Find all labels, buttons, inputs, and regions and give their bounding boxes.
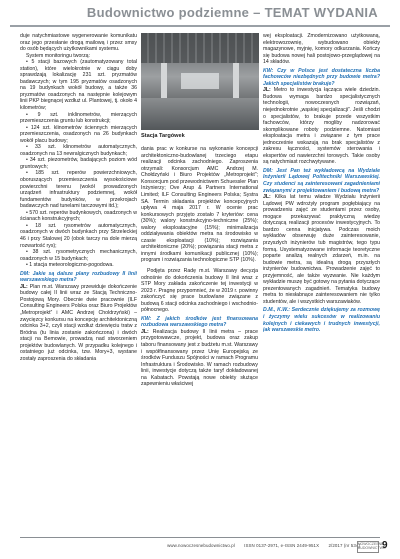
- page-footer: [0, 537, 400, 559]
- paragraph: • 18 szt. rysometrów automatycznych, osadzonych w dwóch budynkach przy Strzeleckiej 46 i przy Stalowej 20 (obok tarczy na dole mierzą rozwartość rys);: [20, 222, 137, 249]
- paragraph: JL: Kilka lat temu władze Wydziału Inżynierii Lądowej PW wdrożyły program pogłębiający na prowadzeniu zajęć ze studentami przez osoby, mogące przekazywać praktyczną wiedzę dotyczącą realizacji procesów inwestycyjnych. To bardzo cenna inicjatywa. Podczas moich wykładów obserwuję duże zainteresowanie, przyszłych inżynierów tub magistrów, tego typu formą. Usystematyzowane informacje teoretyczne poparte analizą realnych zdarzeń, m.in. na budowie metra, są idealną drogą przyszłych inżynierów budownictwa. Prowadzenie zajęć to przyjemność, ale także wyzwanie. Nie każdym wykładzie muszę być gotowy na pytania dotyczące prezentowanych zagadnień. Tematyka budowy metra to niesłabnące zainteresowaniem nie tylko studentów, ale i wszystkich warszawiaków.: [263, 194, 380, 305]
- text-column-3: [263, 33, 380, 533]
- footer-info: [0, 543, 360, 548]
- paragraph: • 33 szt. klinometrów automatycznych, osadzonych na 13 newralgicznych budynkach;: [20, 144, 137, 157]
- speaker-label: JL:: [141, 328, 149, 335]
- paragraph: duje natychmiastowe wygenerowanie komunikatu oraz jego przesłanie drogą mailową i przez smsy do osób będących użytkownikami systemu.: [20, 33, 137, 53]
- page-number: 9: [382, 540, 388, 551]
- interview-question: KW: Z jakich środków jest finansowana rozbudowa warszawskiego metra?: [141, 315, 258, 329]
- section-title: Budownictwo podziemne – TEMAT WYDANIA: [86, 5, 378, 20]
- footer-edition: 2/2017 (nr 534): [328, 543, 360, 548]
- photo-pillar: [161, 63, 167, 103]
- interview-question: KW: Czy w Polsce jest dostateczna liczba fachowców niezbędnych przy budowie metra? Jakich specjalistów brakuje?: [263, 67, 380, 87]
- photo-caption: Stacja Targówek: [141, 133, 185, 139]
- paragraph: • 124 szt. klinometrów ściennych mierzących przemieszczenia, osadzonych na 26 budynkach wokół placu budowy;: [20, 124, 137, 144]
- paragraph: • 1 stacja meteorologiczno-pogodowa.: [26, 262, 114, 269]
- text-column-2: [141, 268, 258, 533]
- footer-url[interactable]: www.nowoczesnebudownictwo.pl: [167, 543, 235, 548]
- speaker-label: JL:: [20, 283, 28, 290]
- photo-light: [181, 73, 219, 89]
- text-column-1: [20, 33, 137, 533]
- interview-question: DM: Jest Pan też wykładowcą na Wydziale Inżynierii Lądowej Politechniki Warszawskiej. Czy studenci są zainteresowani zagadnieniami związanymi z projektowaniem i budową metra?: [263, 167, 380, 194]
- paragraph: • 185 szt. reperów powierzchniowych, oboruszących przemieszczenia wysokościowe powierzchni terenu (wokół prowadzonych urządzeń infrastruktury podziemnej, wokół fundamentów budynków, w przekrojach badawczych nad tunelami tarczowymi itd.);: [20, 170, 137, 210]
- header-divider: [10, 25, 390, 27]
- speaker-label: JL:: [263, 87, 271, 94]
- paragraph: • 5 stacji bazowych (zautomatyzowany total station), które wielokrotnie w ciągu doby sprawdzają lokalizację 231 szt. pryzmatów badawczych; w tym 195 pryzmatów osadzonych na 19 budynkach wokół budowy, a także 36 pryzmatów osadzonych na następnie kolejowym linii PKP biegnącej wzdłuż ul. Plantowej, tj. około 4 kilometrów;: [20, 59, 137, 112]
- speaker-label: JL:: [263, 194, 271, 201]
- interview-question: DM: Jakie są dalsze plany rozbudowy II linii warszawskiego metra?: [20, 270, 137, 284]
- paragraph: • 570 szt. reperów budynkowych, osadzonych w ścianach konstrukcyjnych;: [20, 209, 137, 223]
- interview-question: D.M., K.W.: Serdecznie dziękujemy za rozmowę i życzymy wielu sukcesów w realizowaniu kolejnych i ciekawych i trudnych inwestycji, jak warszawskie metro.: [263, 307, 380, 334]
- paragraph: System monitoringu tworzą:: [26, 52, 91, 59]
- footer-issn: ISSN 0137-2971, e-ISSN 2449-951X: [244, 543, 320, 548]
- paragraph: dania prac w konkurse na wykonanie koncepcji architektoniczno-budowlanej trzeciego etapu realizacji odcinka zachodniego. Zaproszenia otrzymali: Konsorcjum AMC Andrzej M. Chołdzyński i Biuro Projektów „Metroprojekt”; Konsorcjum pod przewodnictwem Schuessler Plan Inżynierzy; Ove Arup & Partners International Limited; ILF Consulting Engineers Polska; Systra SA. Termin składania projektów koncepcyjnych upływa 4 maja 2017 r. W ocenie prac konkursowych przyjęto zostało 7 kryteriów: cena (30%); walory konstrukcyjno-techniczne (25%); walory eksploatacyjne (15%); minimalizacja oddziaływania obiektów metra na środowisko w czasie eksploatacji (10%); rozwiązania architektoniczne (20%); powiązania stacji metra z innymi środkami komunikacji publicznej (10%); program i rozwiązania technologiczne STP (10%).: [141, 146, 258, 264]
- paragraph: JL: Metro to inwestycja łącząca wiele dziedzin. Budowa wymaga bardzo specjalistycznych technologii, nowoczesnych rozwiązań, niejednokrotnie „wąskiej specjalizacji”. Jeśli chodzi o specjalistów, to brakuje przede wszystkim fachowców, którzy mogliby nadzorować skomplikowane roboty podziemne. Natomiast eksploatacja metra i związane z tym prace jednocześnie wskazują na brak specjalistów z zakresu łączności, systemów sterowania i ekspertów od nawierzchni torowych. Takie osoby są natychmiast rozchwytywane.: [263, 87, 380, 166]
- paragraph: JL: Plan m.st. Warszawy przewiduje dokończenie budowy całej II linii wraz ze Stacją Techniczno-Postojową Mory. Obecnie dwie pracownie (ILF Consulting Engineers Polska oraz Biuro Projektów „Metroprojekt” i AMC Andrzej Choldrzyński) – zwycięzcy konkursu na koncepcję architektoniczną odcinka 3+2, czyli stacji wzdłuż dziewięciu tratw z Bródna (tu linia zostanie zakończona) i dwóch stacji na Bemowie, prowadzą nad stworzeniem projektów budowlanych. W przypadku kolejnego i ostatniego już odcinka, tzw. Mory+3, wystane zostały zaproszenia do składania: [20, 283, 137, 362]
- photo-ceiling: [141, 33, 259, 63]
- paragraph: • 38 szt. rysometrycznych mechanicznych, osadzonych w 15 budynkach;: [20, 249, 137, 262]
- photo-floor: [141, 98, 259, 130]
- paragraph: • 34 szt. piezometrów, badających poziom wód gruntowych;: [20, 157, 137, 170]
- paragraph: JL: Realizacja budowy II linii metra – prace przygotowawcze, projekt, budowa oraz zakup taboru finansowany jest z budżetu m.st. Warszawy i współfinansowany przez Unię Europejską ze środków Funduszu Spójności w ramach Programu Infrastruktura i Środowisko. W ramach rozbudowy linii, inwestycje dotyczą także taryf dokładowanej na Kabatach. Powstają nowe obiekty służące zapewnieniu właściwej: [141, 328, 258, 388]
- paragraph: Podjęta przez Radę m.st. Warszawy decyzja odnośnie do dokończenia budowy II linii wraz z STP Mory zakłada zakończenie tej inwestycji w 2023 r. Pragnę przypomnieć, że w 2019 r. powinny zakończyć się prace budowlane związane z budową 6 stacji odcinka zachodniego i wschodnio-północnego.: [141, 268, 258, 314]
- station-photo: [141, 33, 259, 130]
- photo-pillar: [233, 63, 239, 103]
- paragraph: • 9 szt. inklinometrów, mierzących przemieszczenia gruntu lub konstrukcji;: [20, 111, 137, 125]
- footer-divider: [20, 537, 380, 538]
- magazine-logo: NOWOCZESNE BUDOWNICTWO: [357, 541, 379, 553]
- page-header: [0, 0, 400, 30]
- paragraph: wej eksploatacji. Zmodernizowano użytkowaną, elektrowozownię, wybudowano obiekty magazynowe, myjnię, komory odkurzania. Kończy się budowa nowej hali postojowo-przeglądowej na 14 składów.: [263, 33, 380, 66]
- text-column-2-top: [141, 141, 258, 266]
